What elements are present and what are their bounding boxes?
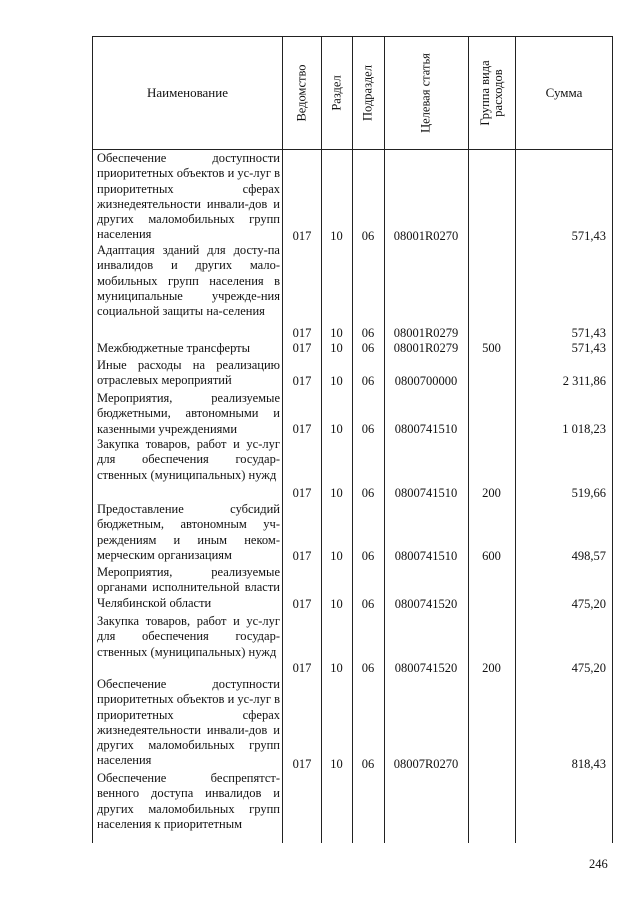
row-celevaya-statya: 0800741520 bbox=[394, 597, 458, 611]
row-razdel: 10 bbox=[330, 374, 343, 388]
row-vedomstvo: 017 bbox=[292, 341, 312, 355]
row-podrazdel: 06 bbox=[361, 422, 375, 436]
row-summa: 1 018,23 bbox=[562, 422, 606, 436]
row-razdel: 10 bbox=[330, 341, 343, 355]
row-summa: 571,43 bbox=[571, 326, 606, 340]
header-gruppa-vida-rashodov: Группа вида расходов bbox=[478, 60, 505, 126]
row-razdel: 10 bbox=[330, 326, 343, 340]
row-vedomstvo: 017 bbox=[292, 549, 312, 563]
row-name: Закупка товаров, работ и ус-луг для обеспечения государ-ственных (муниципальных) нужд bbox=[97, 437, 280, 482]
row-vedomstvo: 017 bbox=[292, 374, 312, 388]
header-podrazdel: Подраздел bbox=[360, 65, 375, 121]
row-summa: 818,43 bbox=[571, 757, 606, 771]
row-podrazdel: 06 bbox=[361, 549, 375, 563]
row-razdel: 10 bbox=[330, 422, 343, 436]
row-name: Мероприятия, реализуемые органами исполнительной власти Челябинской области bbox=[97, 565, 280, 610]
row-celevaya-statya: 0800741510 bbox=[394, 422, 458, 436]
row-gruppa: 600 bbox=[482, 549, 501, 563]
header-summa: Сумма bbox=[545, 85, 583, 100]
header-name: Наименование bbox=[147, 85, 228, 100]
row-vedomstvo: 017 bbox=[292, 597, 312, 611]
row-summa: 498,57 bbox=[571, 549, 606, 563]
row-vedomstvo: 017 bbox=[292, 486, 312, 500]
row-vedomstvo: 017 bbox=[292, 326, 312, 340]
row-vedomstvo: 017 bbox=[292, 757, 312, 771]
row-podrazdel: 06 bbox=[361, 661, 375, 675]
row-podrazdel: 06 bbox=[361, 341, 375, 355]
page-number: 246 bbox=[589, 857, 608, 871]
row-name: Обеспечение доступности приоритетных объектов и ус-луг в приоритетных сферах жизнедеятельности инвали-дов и других маломобильных групп населения bbox=[97, 151, 280, 242]
row-name: Обеспечение беспрепятст-венного доступа инвалидов и других маломобильных групп населения к приоритетным bbox=[97, 771, 280, 831]
row-summa: 475,20 bbox=[571, 661, 606, 675]
row-summa: 571,43 bbox=[571, 229, 606, 243]
row-summa: 2 311,86 bbox=[562, 374, 606, 388]
row-gruppa: 200 bbox=[482, 661, 501, 675]
row-name: Иные расходы на реализацию отраслевых мероприятий bbox=[97, 358, 280, 388]
row-podrazdel: 06 bbox=[361, 374, 375, 388]
column-divider bbox=[468, 37, 469, 843]
row-razdel: 10 bbox=[330, 229, 343, 243]
row-razdel: 10 bbox=[330, 597, 343, 611]
row-summa: 519,66 bbox=[571, 486, 606, 500]
row-podrazdel: 06 bbox=[361, 486, 375, 500]
row-vedomstvo: 017 bbox=[292, 661, 312, 675]
header-vedomstvo: Ведомство bbox=[294, 64, 309, 122]
table-header bbox=[93, 37, 612, 150]
row-gruppa: 200 bbox=[482, 486, 501, 500]
row-celevaya-statya: 0800700000 bbox=[394, 374, 458, 388]
row-name: Межбюджетные трансферты bbox=[97, 341, 251, 355]
header-celevaya-statya: Целевая статья bbox=[418, 53, 433, 133]
row-celevaya-statya: 08001R0270 bbox=[393, 229, 459, 243]
row-celevaya-statya: 08007R0270 bbox=[393, 757, 459, 771]
column-divider bbox=[282, 37, 283, 843]
row-gruppa: 500 bbox=[482, 341, 501, 355]
row-celevaya-statya: 0800741520 bbox=[394, 661, 458, 675]
row-vedomstvo: 017 bbox=[292, 229, 312, 243]
column-divider bbox=[515, 37, 516, 843]
row-razdel: 10 bbox=[330, 661, 343, 675]
row-podrazdel: 06 bbox=[361, 757, 375, 771]
row-podrazdel: 06 bbox=[361, 229, 375, 243]
row-razdel: 10 bbox=[330, 486, 343, 500]
row-name: Обеспечение доступности приоритетных объектов и ус-луг в приоритетных сферах жизнедеятельности инвали-дов и других маломобильных групп населения bbox=[97, 677, 280, 768]
column-divider bbox=[384, 37, 385, 843]
row-name: Предоставление субсидий бюджетным, автономным уч-реждениям и иным неком-мерческим организациям bbox=[97, 502, 280, 562]
row-celevaya-statya: 08001R0279 bbox=[393, 341, 459, 355]
budget-table bbox=[92, 36, 613, 843]
row-razdel: 10 bbox=[330, 757, 343, 771]
row-razdel: 10 bbox=[330, 549, 343, 563]
column-divider bbox=[352, 37, 353, 843]
row-summa: 571,43 bbox=[571, 341, 606, 355]
row-podrazdel: 06 bbox=[361, 326, 375, 340]
row-name: Закупка товаров, работ и ус-луг для обеспечения государ-ственных (муниципальных) нужд bbox=[97, 614, 280, 659]
column-divider bbox=[321, 37, 322, 843]
row-summa: 475,20 bbox=[571, 597, 606, 611]
row-celevaya-statya: 0800741510 bbox=[394, 486, 458, 500]
row-celevaya-statya: 0800741510 bbox=[394, 549, 458, 563]
row-podrazdel: 06 bbox=[361, 597, 375, 611]
row-name: Мероприятия, реализуемые бюджетными, автономными и казенными учреждениями bbox=[97, 391, 280, 436]
row-celevaya-statya: 08001R0279 bbox=[393, 326, 459, 340]
row-vedomstvo: 017 bbox=[292, 422, 312, 436]
row-name: Адаптация зданий для досту-па инвалидов и других мало-мобильных групп населения в муниципальные учрежде-ния социальной защиты на-селения bbox=[97, 243, 280, 319]
header-razdel: Раздел bbox=[329, 75, 344, 111]
